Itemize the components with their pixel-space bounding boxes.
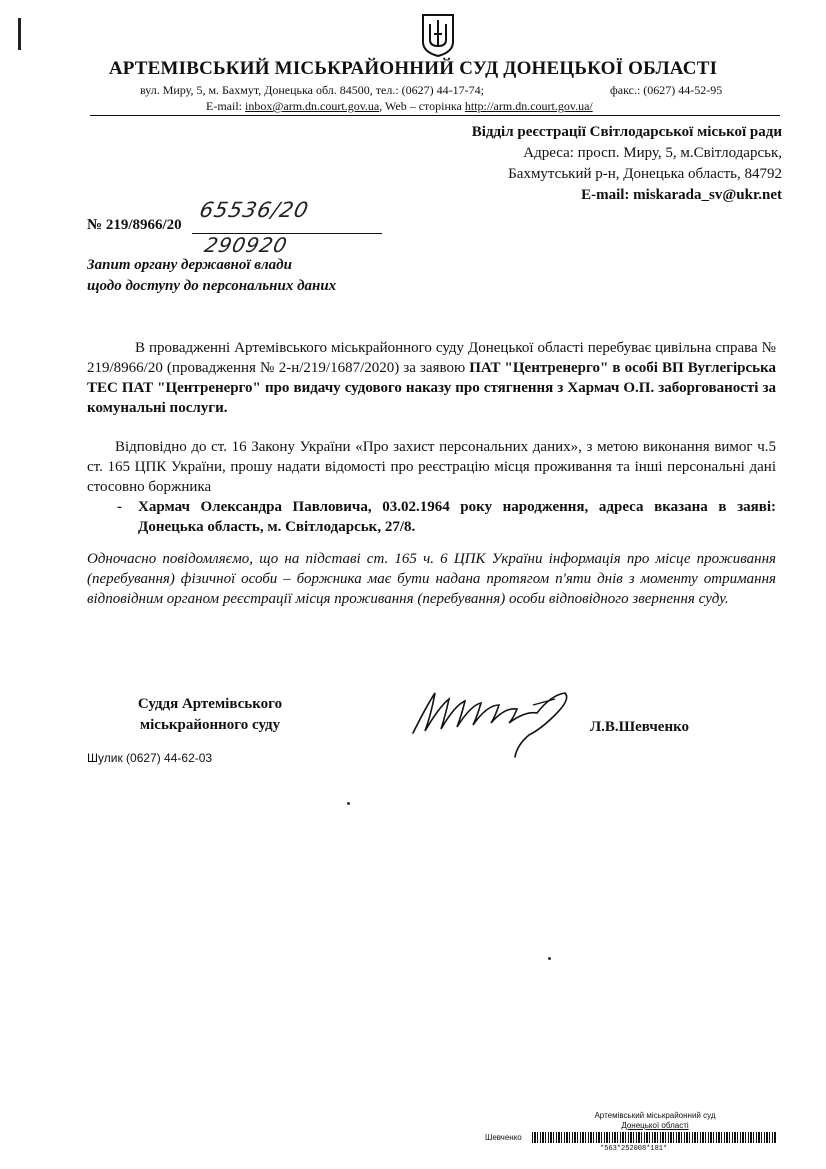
recipient-address-2: Бахмутський р-н, Донецька область, 84792 [508, 166, 782, 182]
paragraph-notice: Одночасно повідомляємо, що на підставі ст. 165 ч. 6 ЦПК України інформація про місце проживання (перебування) фізичної особи – боржника має бути надана протягом п'яти днів з моменту отримання відповідним органом реєстрації місця проживання (перебування) особи відповідного звернення суду. [87, 551, 776, 607]
subject-line-2: щодо доступу до персональних даних [87, 278, 337, 294]
barcode [532, 1132, 777, 1143]
header-divider [90, 115, 780, 116]
request-text: Відповідно до ст. 16 Закону України «Про захист персональних даних», з метою виконання вимог ч.5 ст. 165 ЦПК України, прошу надати відомості про реєстрацію місця проживання та інші персональні дані стосовно боржника [87, 439, 776, 495]
handwritten-signature [405, 685, 595, 765]
recipient-name: Відділ реєстрації Світлодарської міської ради [471, 124, 782, 140]
judge-title-1: Суддя Артемівського [137, 696, 283, 712]
debtor-list-item [87, 497, 776, 537]
address-line: вул. Миру, 5, м. Бахмут, Донецька обл. 84500, тел.: (0627) 44-17-74; [140, 83, 485, 97]
recipient-email: E-mail: miskarada_sv@ukr.net [581, 187, 782, 203]
registration-stamp [560, 1111, 750, 1131]
debtor-details: Хармач Олександра Павловича, 03.02.1964 року народження, адреса вказана в заяві: Донецька область, м. Світлодарськ, 27/8. [138, 499, 776, 535]
scan-speck [548, 957, 551, 960]
web-label: , Web – сторінка [379, 99, 465, 113]
letter-number: № 219/8966/20 [87, 217, 182, 233]
handwritten-reg-number: 65536/20 [197, 198, 312, 222]
court-contacts [206, 99, 593, 114]
paragraph-case-info [87, 338, 776, 418]
subject-line-1: Запит органу державної влади [87, 257, 292, 273]
stamp-court-2: Донецької області [621, 1121, 689, 1130]
court-name: АРТЕМІВСЬКИЙ МІСЬКРАЙОННИЙ СУД ДОНЕЦЬКОЇ ОБЛАСТІ [108, 58, 718, 79]
case-claim-bold: ПАТ "Центренерго" в особі ВП Вуглегірська ТЕС ПАТ "Центренерго" про видачу судового наказу про стягнення з Хармач О.П. заборгованості за комунальні послуги. [87, 360, 776, 416]
court-email-link[interactable]: inbox@arm.dn.court.gov.ua [245, 99, 380, 113]
court-web-link[interactable]: http://arm.dn.court.gov.ua/ [464, 99, 593, 113]
case-text: В провадженні Артемівського міськрайонного суду Донецької області перебуває цивільна справа № 219/8966/20 (провадження № 2-н/219/1687/2020) за заявою [87, 340, 776, 376]
fax-number: факс.: (0627) 44-52-95 [610, 83, 723, 97]
list-marker: - [117, 499, 122, 515]
recipient-block [400, 122, 782, 206]
court-address [140, 83, 723, 98]
trident-emblem-icon [420, 12, 456, 58]
handwritten-date: 290920 [202, 233, 290, 257]
letter-subject [87, 255, 336, 297]
judge-title-2: міськрайонного суду [139, 717, 281, 733]
paragraph-request [87, 437, 776, 497]
scan-speck [347, 802, 350, 805]
stamp-name: Шевченко [485, 1133, 522, 1142]
stamp-court-1: Артемівський міськрайонний суд [594, 1111, 716, 1120]
barcode-code: *563*252008*181* [600, 1145, 668, 1153]
judge-name: Л.В.Шевченко [590, 719, 690, 735]
recipient-address-1: Адреса: просп. Миру, 5, м.Світлодарськ, [523, 145, 782, 161]
judge-title [110, 694, 310, 736]
email-label: E-mail: [206, 99, 245, 113]
executor-contact: Шулик (0627) 44-62-03 [87, 751, 213, 765]
margin-mark [18, 18, 21, 50]
